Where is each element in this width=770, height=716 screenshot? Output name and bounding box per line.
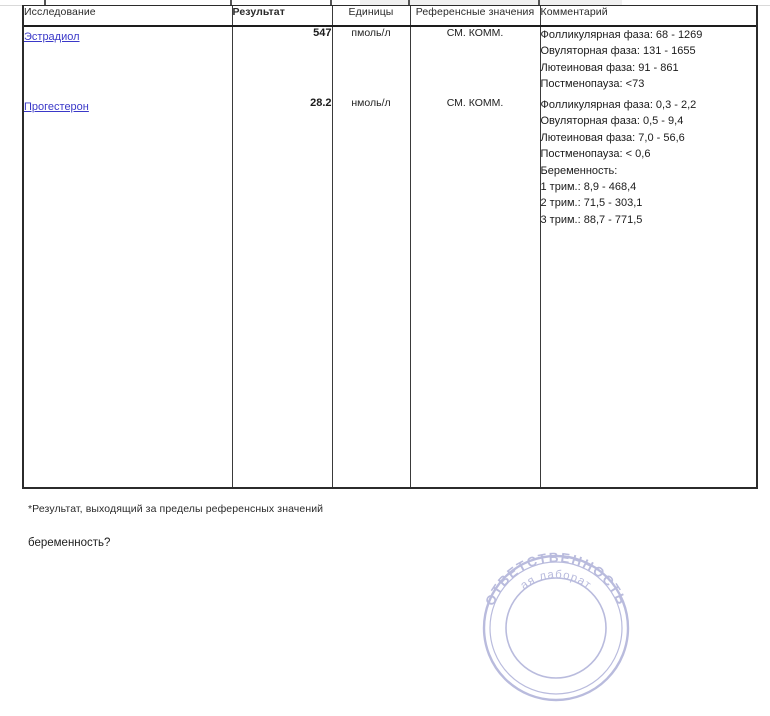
comment-line: Постменопауза: <73 <box>540 78 645 91</box>
comment-line: 1 трим.: 8,9 - 468,4 <box>540 181 637 194</box>
comment-line: Фолликулярная фаза: 68 - 1269 <box>540 29 703 41</box>
comment-line: Лютеиновая фаза: 91 - 861 <box>540 61 679 74</box>
table-row <box>24 97 756 237</box>
empty-cell <box>24 237 232 487</box>
cell-comment <box>540 26 756 97</box>
column-header-comment: Комментарий <box>540 6 756 26</box>
cell-analyte-name <box>24 26 232 97</box>
cell-reference: СМ. КОММ. <box>410 97 540 237</box>
comment-line: Овуляторная фаза: 131 - 1655 <box>540 45 696 58</box>
svg-text:ая лаборат <box>518 569 593 592</box>
empty-cell <box>410 237 540 487</box>
column-header-reference: Референсные значения <box>410 6 540 26</box>
comment-line: Постменопауза: < 0,6 <box>540 148 651 161</box>
laboratory-stamp-icon <box>468 540 644 716</box>
column-header-units: Единицы <box>332 6 410 26</box>
cell-analyte-name <box>24 97 232 237</box>
cell-units: нмоль/л <box>332 97 410 237</box>
cell-result-value: 28.2 <box>232 97 332 237</box>
table-header-row <box>24 6 756 26</box>
comment-line: Лютеиновая фаза: 7,0 - 56,6 <box>540 131 685 144</box>
comment-line: Фолликулярная фаза: 0,3 - 2,2 <box>540 99 697 112</box>
lab-results-table <box>24 6 756 487</box>
column-header-result: Результат <box>232 6 332 26</box>
stamp-outer-text: ОТВЕТСТВЕННОСТЬ <box>482 549 630 608</box>
empty-cell <box>332 237 410 487</box>
lab-results-table-container <box>22 5 758 489</box>
comment-line: Овуляторная фаза: 0,5 - 9,4 <box>540 115 684 128</box>
svg-text:ОТВЕТСТВЕННОСТЬ <box>482 550 629 608</box>
empty-cell <box>232 237 332 487</box>
analyte-link-progesterone[interactable]: Прогестерон <box>24 101 89 114</box>
reference-footnote: *Результат, выходящий за пределы референсных значений <box>28 503 324 515</box>
stamp-inner-text: ая лаборат <box>518 568 594 593</box>
table-empty-body <box>24 237 756 487</box>
table-row <box>24 26 756 97</box>
comment-line: 3 трим.: 88,7 - 771,5 <box>540 213 643 226</box>
comment-line: 2 трим.: 71,5 - 303,1 <box>540 197 643 210</box>
handwritten-question: беременность? <box>28 537 111 549</box>
analyte-link-estradiol[interactable]: Эстрадиол <box>24 31 80 43</box>
cell-reference: СМ. КОММ. <box>410 26 540 97</box>
empty-cell <box>540 237 756 487</box>
column-header-analyte: Исследование <box>24 6 232 26</box>
cell-comment <box>540 97 756 237</box>
comment-line: Беременность: <box>540 164 618 177</box>
cell-units: пмоль/л <box>332 26 410 97</box>
cell-result-value: 547 <box>232 26 332 97</box>
